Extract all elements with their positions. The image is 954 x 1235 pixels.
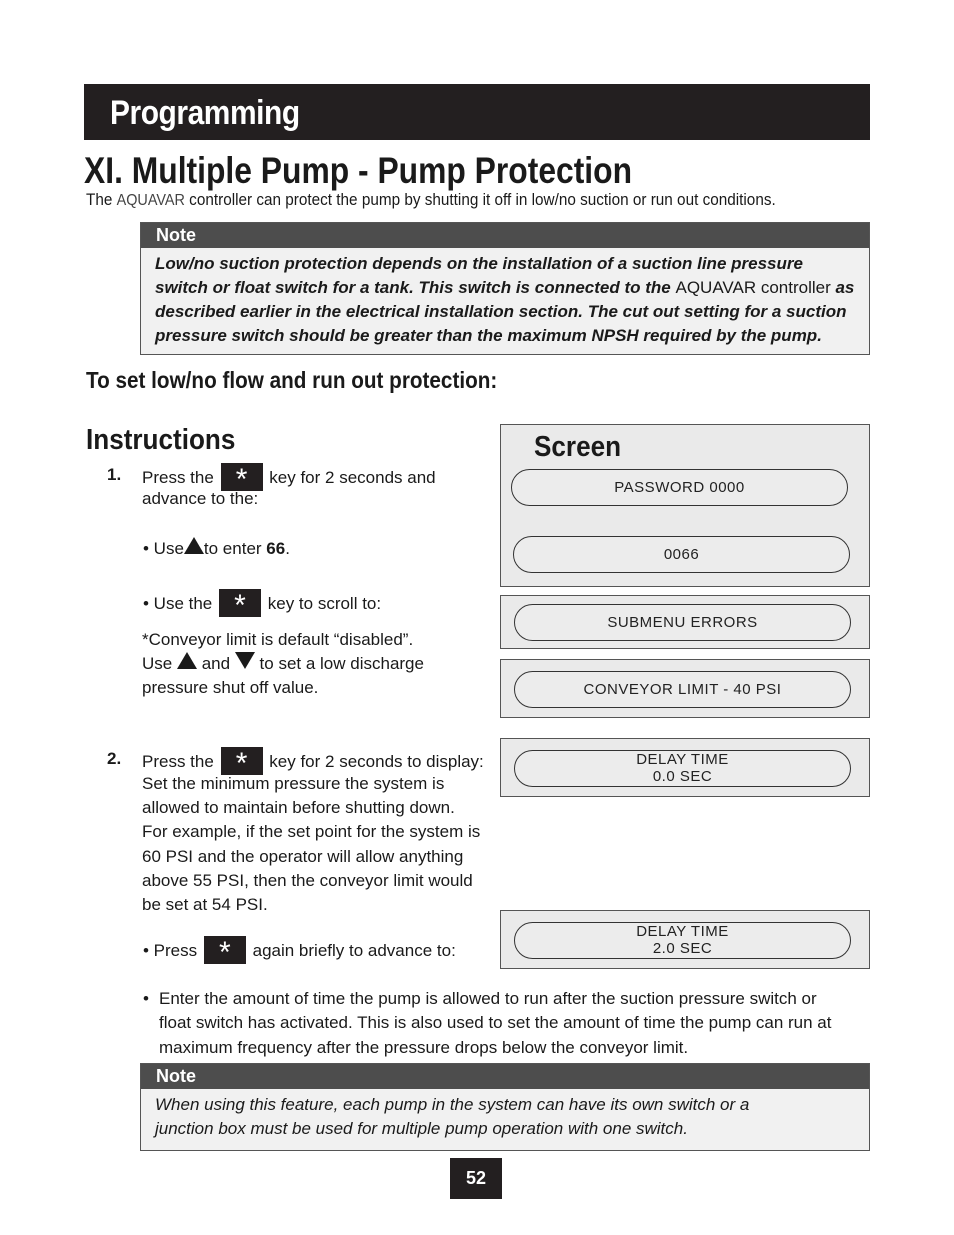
step-2-number: 2. (107, 749, 122, 768)
up-arrow-icon (177, 652, 197, 669)
step-2-explanation-1: Set the minimum pressure the system is (142, 774, 445, 793)
step-1-text-c: advance to the: (142, 489, 259, 508)
screen-panel-password (500, 424, 870, 587)
use-arrows-post: to set a low discharge (259, 654, 424, 673)
page-title: XI. Multiple Pump - Pump Protection (84, 150, 633, 191)
lcd-delay-2-value: 2.0 SEC (652, 940, 713, 957)
note-part1: Low/no suction protection depends on the installation of a suction line pressure switch or float switch for a tank. This switch is connected to the (155, 254, 803, 297)
bullet-use-period: . (285, 539, 290, 558)
step-1-number: 1. (107, 465, 122, 484)
lcd-delay-1-label: DELAY TIME (636, 751, 729, 768)
page-number: 52 (450, 1158, 502, 1199)
bullet-use-post: to enter (203, 539, 262, 558)
screen-heading: Screen (534, 431, 622, 463)
use-arrows-mid: and (201, 654, 231, 673)
shut-off-line: pressure shut off value. (142, 678, 319, 697)
intro-text (86, 190, 776, 210)
step-2-explanation-6: be set at 54 PSI. (142, 895, 268, 914)
screen-panel-delay-1 (500, 738, 870, 797)
lcd-code: 0066 (513, 536, 850, 573)
note-text (141, 1089, 869, 1141)
note-box-suction (140, 222, 870, 355)
step-2-explanation-5: above 55 PSI, then the conveyor limit would (142, 871, 473, 890)
step-2-line (142, 747, 484, 780)
note2-line-1: When using this feature, each pump in the system can have its own switch or a (155, 1095, 750, 1114)
lcd-password: PASSWORD 0000 (511, 469, 848, 506)
intro-brand: AQUAVAR (116, 192, 185, 209)
bullet-press-again (143, 936, 456, 969)
section-title: Programming (110, 94, 300, 132)
lcd-delay-2 (514, 922, 851, 959)
step-2-explanation-3: For example, if the set point for the system is (142, 822, 481, 841)
bullet-press-pre: • Press (143, 941, 198, 960)
asterisk-key-icon: * (219, 589, 261, 617)
conveyor-default-note: *Conveyor limit is default “disabled”. (142, 630, 414, 649)
intro-prefix: The (86, 190, 113, 209)
screen-panel-conveyor (500, 659, 870, 718)
step-2-explanation-2: allowed to maintain before shutting down. (142, 798, 455, 817)
intro-rest: controller can protect the pump by shutting it off in low/no suction or run out conditions. (189, 190, 776, 209)
use-arrows-line (142, 652, 424, 676)
lcd-delay-1-value: 0.0 SEC (652, 768, 713, 785)
screen-panel-delay-2 (500, 910, 870, 969)
bullet-mark: • (143, 989, 149, 1008)
asterisk-key-icon: * (221, 747, 263, 775)
enter-time-line-2: float switch has activated. This is also used to set the amount of time the pump can run at (159, 1013, 832, 1032)
note-label: Note (141, 223, 869, 248)
bullet-use-value: 66 (266, 539, 286, 558)
instructions-heading: Instructions (86, 424, 236, 456)
asterisk-key-icon: * (221, 463, 263, 491)
note-box-switch (140, 1063, 870, 1151)
note-part2: as described earlier in the electrical installation section. The cut out setting for a suction pressure switch should be greater than the maximum NPSH required by the pump. (155, 278, 855, 345)
enter-time-line-1: Enter the amount of time the pump is allowed to run after the suction pressure switch or (159, 989, 817, 1008)
step-1-text-b: key for 2 seconds and (269, 468, 436, 487)
enter-time-line-3: maximum frequency after the pressure drops below the conveyor limit. (159, 1038, 689, 1057)
note-text (141, 248, 869, 348)
section-subheading: To set low/no flow and run out protection: (86, 367, 498, 393)
bullet-press-post: again briefly to advance to: (252, 941, 456, 960)
down-arrow-icon (235, 652, 255, 669)
note-label: Note (141, 1064, 869, 1089)
lcd-delay-1 (514, 750, 851, 787)
up-arrow-icon (184, 537, 204, 554)
bullet-scroll-pre: • Use the (143, 594, 213, 613)
bullet-scroll (143, 589, 382, 622)
lcd-submenu: SUBMENU ERRORS (514, 604, 851, 641)
bullet-enter-66 (143, 537, 290, 561)
note2-line-2: junction box must be used for multiple pump operation with one switch. (155, 1119, 688, 1138)
step-2-text-a: Press the (142, 752, 214, 771)
screen-panel-submenu (500, 595, 870, 649)
section-header-band (84, 84, 870, 140)
lcd-conveyor: CONVEYOR LIMIT - 40 PSI (514, 671, 851, 708)
asterisk-key-icon: * (204, 936, 246, 964)
note-brand: AQUAVAR controller (675, 278, 831, 297)
use-arrows-pre: Use (142, 654, 173, 673)
lcd-delay-2-label: DELAY TIME (636, 923, 729, 940)
bullet-scroll-post: key to scroll to: (267, 594, 382, 613)
step-1-text-a: Press the (142, 468, 214, 487)
step-2-text-b: key for 2 seconds to display: (269, 752, 484, 771)
step-2-explanation-4: 60 PSI and the operator will allow anything (142, 847, 464, 866)
bullet-use-pre: • Use (143, 539, 184, 558)
